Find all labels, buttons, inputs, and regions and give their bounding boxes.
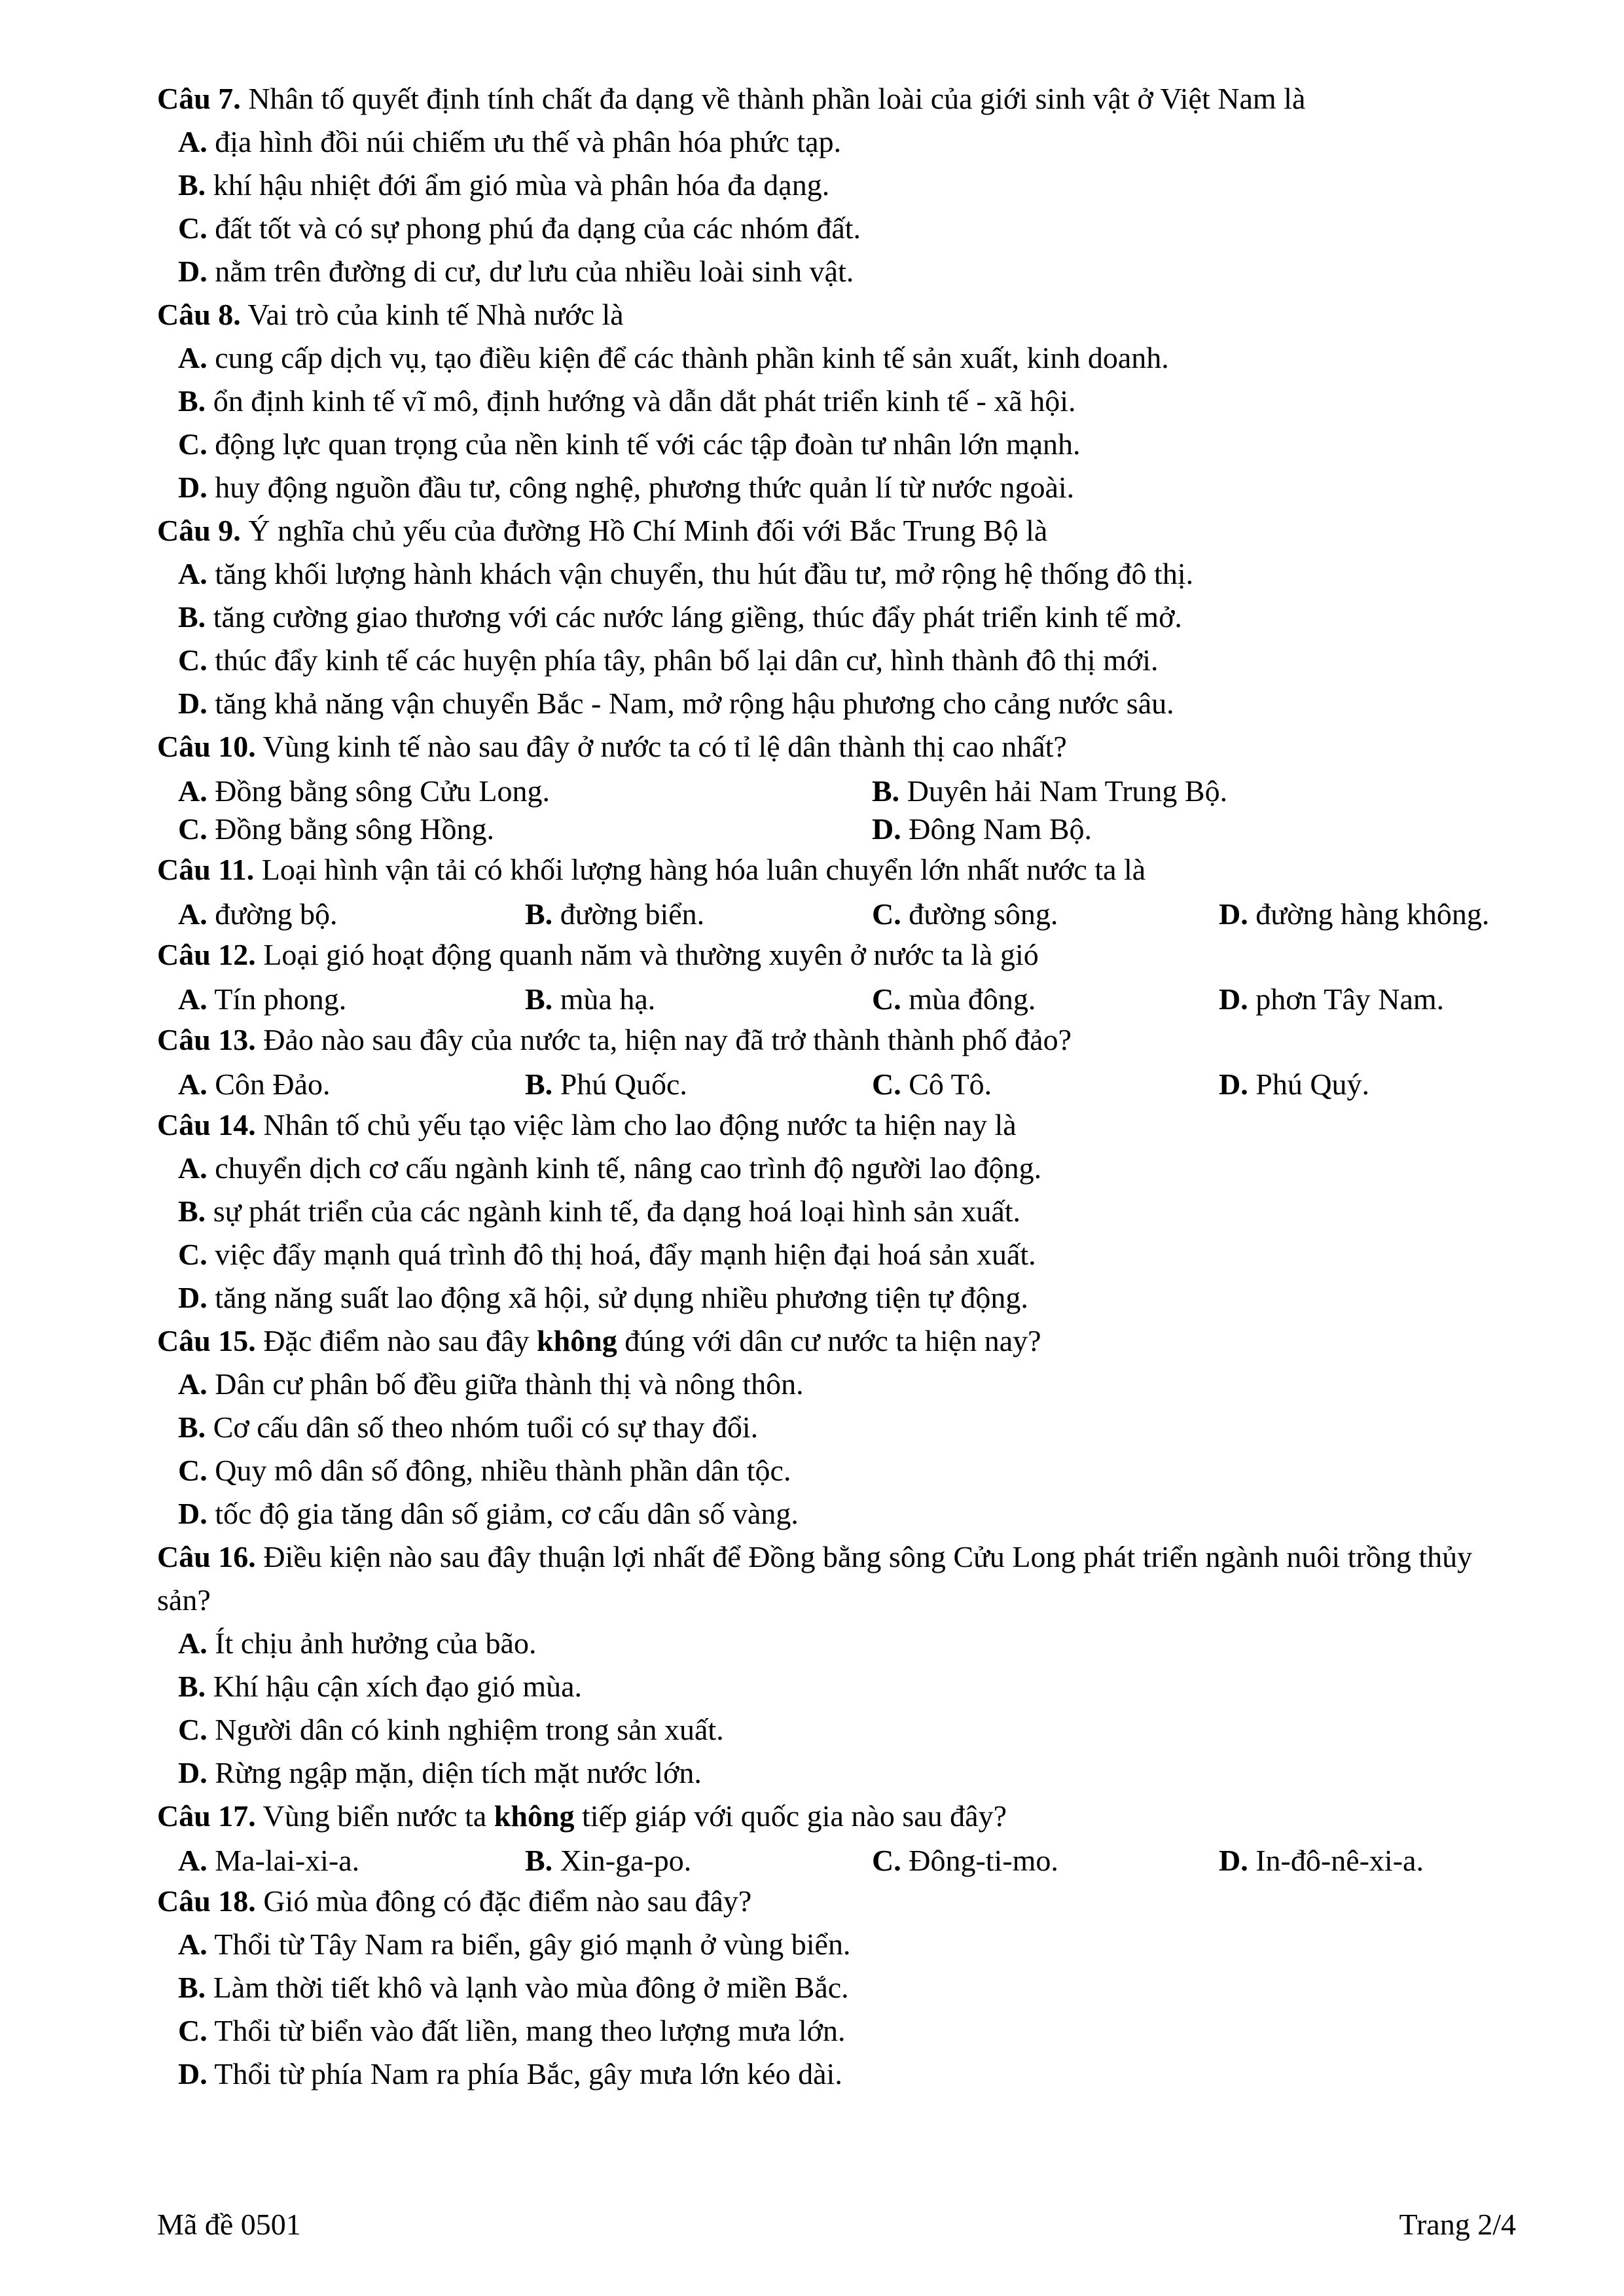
answer-option bbox=[525, 1842, 872, 1880]
option-letter: D. bbox=[872, 812, 901, 846]
question-block bbox=[157, 1880, 1519, 2096]
question-block bbox=[157, 509, 1519, 725]
question-text: Vai trò của kinh tế Nhà nước là bbox=[247, 298, 624, 331]
option-letter: C. bbox=[178, 427, 208, 461]
option-text: Xin-ga-po. bbox=[560, 1844, 692, 1877]
option-letter: B. bbox=[178, 1410, 206, 1444]
question-block bbox=[157, 1018, 1519, 1103]
answer-option bbox=[157, 380, 1519, 423]
question-number: Câu 9. bbox=[157, 514, 241, 547]
answer-option bbox=[872, 980, 1219, 1018]
question-block bbox=[157, 1535, 1519, 1795]
question-number: Câu 10. bbox=[157, 730, 256, 763]
option-text: khí hậu nhiệt đới ẩm gió mùa và phân hóa đa dạng. bbox=[213, 168, 830, 202]
answer-options bbox=[157, 980, 1519, 1018]
answer-option bbox=[157, 466, 1519, 509]
option-text: Thổi từ Tây Nam ra biển, gây gió mạnh ở vùng biển. bbox=[214, 1928, 851, 1961]
exam-code: Mã đề 0501 bbox=[157, 2208, 301, 2241]
question-stem bbox=[157, 1535, 1519, 1622]
answer-option bbox=[157, 1363, 1519, 1406]
answer-option bbox=[872, 1066, 1219, 1103]
option-text: Ma-lai-xi-a. bbox=[215, 1844, 360, 1877]
answer-option bbox=[1219, 1066, 1540, 1103]
question-text: Loại hình vận tải có khối lượng hàng hóa luân chuyển lớn nhất nước ta là bbox=[261, 853, 1146, 886]
option-text: tăng cường giao thương với các nước láng giềng, thúc đẩy phát triển kinh tế mở. bbox=[213, 600, 1182, 634]
option-text: Quy mô dân số đông, nhiều thành phần dân tộc. bbox=[215, 1454, 791, 1487]
question-stem bbox=[157, 293, 1519, 336]
question-text: Nhân tố quyết định tính chất đa dạng về thành phần loài của giới sinh vật ở Việt Nam là bbox=[248, 82, 1306, 115]
question-number: Câu 7. bbox=[157, 82, 241, 115]
answer-option bbox=[525, 895, 872, 933]
option-letter: A. bbox=[178, 982, 208, 1016]
question-emphasis: không bbox=[494, 1799, 575, 1833]
answer-option bbox=[157, 164, 1519, 207]
question-text: Gió mùa đông có đặc điểm nào sau đây? bbox=[263, 1884, 752, 1918]
option-letter: A. bbox=[178, 897, 208, 931]
option-letter: A. bbox=[178, 557, 208, 590]
question-text: Loại gió hoạt động quanh năm và thường xuyên ở nước ta là gió bbox=[263, 938, 1039, 971]
option-text: ổn định kinh tế vĩ mô, định hướng và dẫn dắt phát triển kinh tế - xã hội. bbox=[213, 384, 1076, 418]
option-text: tăng năng suất lao động xã hội, sử dụng nhiều phương tiện tự động. bbox=[215, 1281, 1028, 1314]
option-letter: C. bbox=[178, 2014, 208, 2047]
option-text: mùa đông. bbox=[909, 982, 1036, 1016]
question-stem bbox=[157, 1018, 1519, 1062]
question-stem bbox=[157, 77, 1519, 120]
option-text: Đông-ti-mo. bbox=[909, 1844, 1058, 1877]
option-letter: D. bbox=[1219, 982, 1248, 1016]
answer-option bbox=[157, 1622, 1519, 1665]
option-letter: C. bbox=[178, 643, 208, 677]
option-letter: B. bbox=[178, 1971, 206, 2004]
answer-option bbox=[178, 772, 872, 810]
question-stem bbox=[157, 509, 1519, 552]
option-letter: C. bbox=[178, 812, 208, 846]
option-letter: D. bbox=[178, 2057, 208, 2090]
option-text: Làm thời tiết khô và lạnh vào mùa đông ở miền Bắc. bbox=[213, 1971, 849, 2004]
option-letter: C. bbox=[872, 982, 901, 1016]
option-letter: B. bbox=[178, 168, 206, 202]
option-text: Người dân có kinh nghiệm trong sản xuất. bbox=[215, 1713, 724, 1746]
answer-option bbox=[872, 1842, 1219, 1880]
option-text: đường sông. bbox=[909, 897, 1058, 931]
question-number: Câu 17. bbox=[157, 1799, 256, 1833]
answer-option bbox=[1219, 980, 1540, 1018]
question-block bbox=[157, 848, 1519, 933]
option-letter: A. bbox=[178, 1844, 208, 1877]
answer-option bbox=[157, 1233, 1519, 1276]
page-footer bbox=[157, 2207, 1516, 2242]
answer-option bbox=[178, 810, 872, 848]
question-stem bbox=[157, 1880, 1519, 1923]
option-text: sự phát triển của các ngành kinh tế, đa dạng hoá loại hình sản xuất. bbox=[213, 1194, 1021, 1228]
question-number: Câu 18. bbox=[157, 1884, 256, 1918]
option-letter: B. bbox=[178, 1194, 206, 1228]
option-letter: A. bbox=[178, 1067, 208, 1101]
option-letter: A. bbox=[178, 125, 208, 158]
option-letter: C. bbox=[178, 1713, 208, 1746]
answer-option bbox=[157, 1665, 1519, 1708]
option-text: đường bộ. bbox=[215, 897, 338, 931]
answer-option bbox=[157, 336, 1519, 380]
question-text: Đặc điểm nào sau đây bbox=[263, 1324, 537, 1357]
question-block bbox=[157, 933, 1519, 1018]
answer-option bbox=[157, 120, 1519, 164]
answer-option bbox=[157, 1708, 1519, 1751]
option-letter: B. bbox=[178, 600, 206, 634]
option-letter: B. bbox=[178, 384, 206, 418]
question-stem bbox=[157, 1103, 1519, 1147]
option-letter: C. bbox=[178, 1238, 208, 1271]
option-text: cung cấp dịch vụ, tạo điều kiện để các thành phần kinh tế sản xuất, kinh doanh. bbox=[215, 341, 1169, 374]
option-letter: C. bbox=[178, 211, 208, 245]
option-text: Phú Quý. bbox=[1255, 1067, 1370, 1101]
question-text: Nhân tố chủ yếu tạo việc làm cho lao động nước ta hiện nay là bbox=[263, 1108, 1017, 1141]
answer-option bbox=[157, 596, 1519, 639]
option-letter: A. bbox=[178, 1626, 208, 1660]
option-text: đường hàng không. bbox=[1255, 897, 1490, 931]
answer-options bbox=[157, 1842, 1519, 1880]
question-number: Câu 16. bbox=[157, 1540, 256, 1573]
option-text: thúc đẩy kinh tế các huyện phía tây, phân bố lại dân cư, hình thành đô thị mới. bbox=[215, 643, 1159, 677]
answer-option bbox=[157, 1923, 1519, 1966]
question-number: Câu 14. bbox=[157, 1108, 256, 1141]
option-text: tăng khối lượng hành khách vận chuyển, thu hút đầu tư, mở rộng hệ thống đô thị. bbox=[215, 557, 1194, 590]
question-stem bbox=[157, 933, 1519, 977]
option-letter: B. bbox=[525, 897, 553, 931]
option-text: nằm trên đường di cư, dư lưu của nhiều loài sinh vật. bbox=[215, 255, 854, 288]
option-text: Thổi từ phía Nam ra phía Bắc, gây mưa lớn kéo dài. bbox=[214, 2057, 842, 2090]
question-text: Ý nghĩa chủ yếu của đường Hồ Chí Minh đối với Bắc Trung Bộ là bbox=[248, 514, 1048, 547]
question-text: Điều kiện nào sau đây thuận lợi nhất để Đồng bằng sông Cửu Long phát triển ngành nuôi trồng thủy sản? bbox=[157, 1540, 1473, 1617]
answer-options bbox=[157, 895, 1519, 933]
option-letter: D. bbox=[178, 1497, 208, 1530]
exam-page-body bbox=[157, 77, 1519, 2096]
option-letter: D. bbox=[178, 471, 208, 504]
option-text: đất tốt và có sự phong phú đa dạng của các nhóm đất. bbox=[215, 211, 861, 245]
option-text: huy động nguồn đầu tư, công nghệ, phương thức quản lí từ nước ngoài. bbox=[215, 471, 1075, 504]
answer-option bbox=[1219, 895, 1540, 933]
answer-option bbox=[157, 423, 1519, 466]
answer-option bbox=[157, 1966, 1519, 2009]
question-text: Vùng biển nước ta bbox=[262, 1799, 494, 1833]
answer-option bbox=[1219, 1842, 1540, 1880]
option-letter: D. bbox=[1219, 897, 1248, 931]
question-stem bbox=[157, 725, 1519, 768]
option-text: In-đô-nê-xi-a. bbox=[1255, 1844, 1424, 1877]
option-letter: A. bbox=[178, 1367, 208, 1401]
question-stem bbox=[157, 1319, 1519, 1363]
option-letter: A. bbox=[178, 774, 208, 808]
answer-option bbox=[525, 980, 872, 1018]
answer-option bbox=[178, 1842, 525, 1880]
option-letter: A. bbox=[178, 1151, 208, 1185]
option-text: Khí hậu cận xích đạo gió mùa. bbox=[213, 1670, 583, 1703]
option-text: Đông Nam Bộ. bbox=[909, 812, 1092, 846]
option-text: Thổi từ biển vào đất liền, mang theo lượng mưa lớn. bbox=[214, 2014, 846, 2047]
option-letter: C. bbox=[178, 1454, 208, 1487]
answer-option bbox=[157, 1406, 1519, 1449]
option-text: địa hình đồi núi chiếm ưu thế và phân hóa phức tạp. bbox=[215, 125, 842, 158]
question-number: Câu 12. bbox=[157, 938, 256, 971]
answer-option bbox=[872, 895, 1219, 933]
question-emphasis: không bbox=[537, 1324, 617, 1357]
question-block bbox=[157, 1319, 1519, 1535]
option-letter: A. bbox=[178, 341, 208, 374]
answer-options bbox=[157, 772, 1519, 848]
option-letter: B. bbox=[525, 982, 553, 1016]
option-text: Rừng ngập mặn, diện tích mặt nước lớn. bbox=[215, 1756, 702, 1789]
answer-option bbox=[157, 1492, 1519, 1535]
question-number: Câu 13. bbox=[157, 1023, 256, 1056]
option-letter: C. bbox=[872, 1844, 901, 1877]
answer-option bbox=[157, 2053, 1519, 2096]
question-block bbox=[157, 1103, 1519, 1319]
question-block bbox=[157, 1795, 1519, 1880]
option-text: việc đẩy mạnh quá trình đô thị hoá, đẩy mạnh hiện đại hoá sản xuất. bbox=[215, 1238, 1036, 1271]
option-letter: D. bbox=[1219, 1844, 1248, 1877]
answer-option bbox=[157, 207, 1519, 250]
option-text: Cơ cấu dân số theo nhóm tuổi có sự thay đổi. bbox=[213, 1410, 759, 1444]
option-letter: B. bbox=[525, 1844, 553, 1877]
option-letter: D. bbox=[178, 255, 208, 288]
answer-option bbox=[525, 1066, 872, 1103]
question-stem bbox=[157, 1795, 1519, 1838]
answer-option bbox=[872, 810, 1540, 848]
answer-option bbox=[178, 1066, 525, 1103]
answer-option bbox=[157, 1190, 1519, 1233]
answer-option bbox=[157, 682, 1519, 725]
option-text: Cô Tô. bbox=[909, 1067, 992, 1101]
option-letter: D. bbox=[178, 1756, 208, 1789]
option-text: Dân cư phân bố đều giữa thành thị và nông thôn. bbox=[215, 1367, 804, 1401]
answer-option bbox=[872, 772, 1540, 810]
question-number: Câu 15. bbox=[157, 1324, 256, 1357]
question-number: Câu 8. bbox=[157, 298, 241, 331]
question-block bbox=[157, 725, 1519, 848]
option-text: động lực quan trọng của nền kinh tế với các tập đoàn tư nhân lớn mạnh. bbox=[215, 427, 1081, 461]
question-stem bbox=[157, 848, 1519, 891]
option-text: Tín phong. bbox=[214, 982, 347, 1016]
answer-option bbox=[178, 895, 525, 933]
answer-option bbox=[157, 1751, 1519, 1795]
answer-option bbox=[157, 1449, 1519, 1492]
page-number: Trang 2/4 bbox=[1399, 2208, 1516, 2241]
question-block bbox=[157, 77, 1519, 293]
answer-option bbox=[157, 1276, 1519, 1319]
answer-option bbox=[157, 639, 1519, 682]
option-letter: B. bbox=[872, 774, 900, 808]
option-text: Côn Đảo. bbox=[215, 1067, 331, 1101]
option-text: Đồng bằng sông Cửu Long. bbox=[215, 774, 550, 808]
answer-option bbox=[178, 980, 525, 1018]
option-text: phơn Tây Nam. bbox=[1255, 982, 1445, 1016]
option-text: Duyên hải Nam Trung Bộ. bbox=[907, 774, 1228, 808]
option-letter: D. bbox=[178, 687, 208, 720]
option-letter: A. bbox=[178, 1928, 208, 1961]
question-block bbox=[157, 293, 1519, 509]
option-letter: D. bbox=[178, 1281, 208, 1314]
option-letter: C. bbox=[872, 1067, 901, 1101]
option-letter: D. bbox=[1219, 1067, 1248, 1101]
answer-option bbox=[157, 1147, 1519, 1190]
option-letter: C. bbox=[872, 897, 901, 931]
option-letter: B. bbox=[525, 1067, 553, 1101]
option-text: chuyển dịch cơ cấu ngành kinh tế, nâng cao trình độ người lao động. bbox=[215, 1151, 1042, 1185]
option-text: Ít chịu ảnh hưởng của bão. bbox=[215, 1626, 537, 1660]
question-text: Vùng kinh tế nào sau đây ở nước ta có tỉ lệ dân thành thị cao nhất? bbox=[262, 730, 1067, 763]
question-text: tiếp giáp với quốc gia nào sau đây? bbox=[574, 1799, 1007, 1833]
option-letter: B. bbox=[178, 1670, 206, 1703]
answer-options bbox=[157, 1066, 1519, 1103]
answer-option bbox=[157, 2009, 1519, 2053]
option-text: tốc độ gia tăng dân số giảm, cơ cấu dân số vàng. bbox=[215, 1497, 799, 1530]
option-text: Đồng bằng sông Hồng. bbox=[215, 812, 494, 846]
option-text: đường biển. bbox=[560, 897, 705, 931]
option-text: tăng khả năng vận chuyển Bắc - Nam, mở rộng hậu phương cho cảng nước sâu. bbox=[215, 687, 1174, 720]
option-text: Phú Quốc. bbox=[560, 1067, 687, 1101]
question-number: Câu 11. bbox=[157, 853, 255, 886]
answer-option bbox=[157, 250, 1519, 293]
question-text: đúng với dân cư nước ta hiện nay? bbox=[617, 1324, 1041, 1357]
option-text: mùa hạ. bbox=[560, 982, 656, 1016]
answer-option bbox=[157, 552, 1519, 596]
question-text: Đảo nào sau đây của nước ta, hiện nay đã trở thành thành phố đảo? bbox=[263, 1023, 1072, 1056]
